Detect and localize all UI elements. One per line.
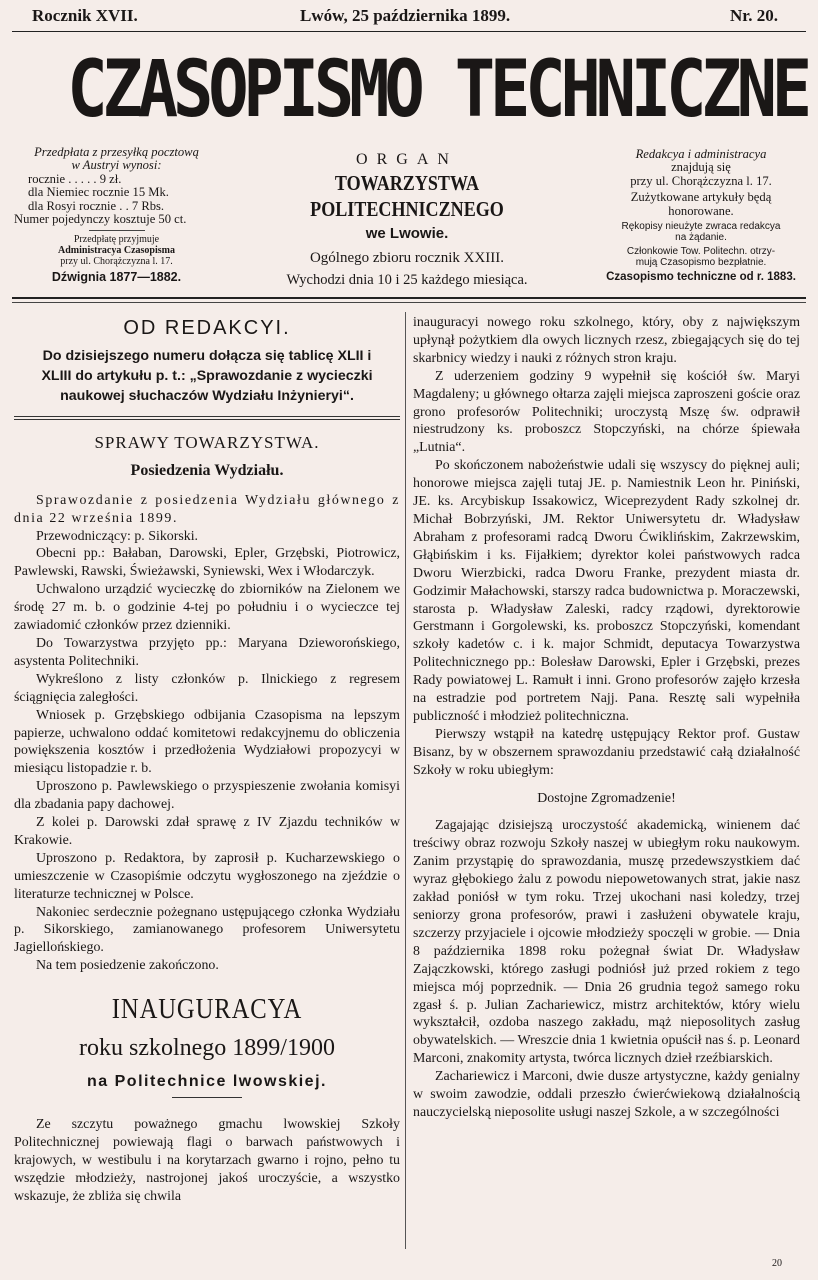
meeting-paragraph: Wniosek p. Grzębskiego odbijania Czasopisma na lepszym papierze, uchwalono oddać komitetowi redakcyjnemu do obliczenia powiększenia kosztów i przedłożenia Wydziałowi propozycyi w miesiącu listopadzie r. b.	[14, 707, 400, 777]
accepts-address: przy ul. Chorążczyzna l. 17.	[60, 256, 173, 268]
short-divider	[172, 1097, 242, 1098]
article-paragraph: inauguracyi nowego roku szkolnego, który, oby z największym upłynął pożytkiem dla owych licznych rzesz, zbiegających się do tej skarbnicy wiedzy i nauki z różnych stron kraju.	[413, 315, 800, 366]
article-paragraph: Pierwszy wstąpił na katedrę ustępujący Rektor prof. Gustaw Bisanz, by w obszernem sprawozdaniu przedstawić całą działalność Szkoły w roku ubiegłym:	[413, 726, 800, 778]
article-subtitle: roku szkolnego 1899/1900	[79, 1035, 335, 1062]
page-number: 20	[772, 1258, 782, 1269]
editorial-notice: Do dzisiejszego numeru dołącza się tablicę XLII i XLIII do artykułu p. t.: „Sprawozdanie z wycieczki naukowej słuchaczów Wydziału Inżynieryi“.	[41, 347, 373, 404]
price-row: dla Rosyi rocznie . . 7 Rbs.	[28, 198, 165, 213]
city-label: we Lwowie.	[365, 225, 449, 242]
price-row: dla Niemiec rocznie 15 Mk.	[28, 185, 169, 200]
subscription-prices	[14, 171, 219, 227]
article-paragraph: Ze szczytu poważnego gmachu lwowskiej Szkoły Politechnicznej powiewają flagi o barwach państwowych i krajowych, w westibulu i na korytarzach gwarno i rojno, pełno tu wszędzie młodzieży, nastrojonej jakoś uroczyście, a wszystko wskazuje, że zbliża się chwila	[14, 1117, 400, 1204]
accepts-administration: Administracya Czasopisma	[58, 245, 175, 257]
editorial-line: Członkowie Tow. Politechn. otrzy-	[626, 246, 776, 258]
meeting-paragraph: Nakoniec serdecznie pożegnano ustępującego członka Wydziału p. Sikorskiego, zamianowanego profesorem Uniwersytetu Jagiellońskiego.	[14, 904, 400, 956]
meeting-paragraph: Na tem posiedzenie zakończono.	[36, 958, 219, 974]
divider	[89, 230, 145, 231]
total-volume: Ogólnego zbioru rocznik XXIII.	[309, 250, 505, 266]
volume-label: Rocznik XVII.	[32, 6, 138, 25]
column-divider	[405, 312, 406, 1249]
editorial-info-block	[598, 148, 804, 284]
subscription-heading-2: w Austryi wynosi:	[71, 158, 162, 173]
organ-label: ORGAN	[356, 151, 458, 168]
masthead-title: CZASOPISMO TECHNICZNE	[67, 45, 808, 135]
speech-salutation: Dostojne Zgromadzenie!	[537, 790, 676, 806]
article-paragraph: Po skończonem nabożeństwie udali się wszyscy do pięknej auli; honorowe miejsca zajęli tutaj JE. p. Namiestnik Leon hr. Piniński, JE. ks. Arcybiskup Issakowicz, Wiceprezydent Rady szkolnej dr. Michał Bobrzyński, JM. Rektor Uniwersytetu dr. Władysław Abraham z profesorami radcą Dworu Ćwiklińskim, Zakrzewskim, Głąbińskim i ks. Fijałkiem; dyrektor kolei państwowych radca Dworu Wierzbicki, radca Dworu Franke, prezydent miasta dr. Godzimir Małachowski, starszy radca budownictwa p. Moraczewski, starosta p. Władysław Zaleski, radcy rządowi, dyrektorowie Gerstmann i Gorgolewski, ks. proboszcz Stopczyński, komendant szkoły kadetów c. i k. major Schmidt, deputacya Towarzystwa Politechnicznego pp.: Bolesław Darowski, Epler i Grzębski, prezes Rady powiatowej L. Ramułt i inni. Grono profesorów zajęło krzesła na estradzie pod portretem Najj. Pana. Resztę sali wypełniła publiczność i młodzież politechniczna.	[413, 458, 800, 724]
meeting-paragraph: Uproszono p. Pawlewskiego o przyspieszenie zwołania komisyi dla zbadania papy dachowej.	[14, 779, 400, 813]
editorial-line: na żądanie.	[675, 232, 727, 244]
right-column	[413, 314, 800, 1122]
editorial-line: honorowane.	[668, 203, 734, 218]
meeting-paragraph: Z kolei p. Darowski zdał sprawę z IV Zjazdu techników w Krakowie.	[14, 815, 400, 848]
meeting-paragraph: Przewodniczący: p. Sikorski.	[36, 528, 199, 544]
price-row: rocznie . . . . . 9 zł.	[28, 171, 122, 186]
speech-paragraph: Zachariewicz i Marconi, dwie dusze artystyczne, każdy genialny w swoim zawodzie, oddali przeszło ćwierćwiekową działalnością nauczycielską nieposolite usługi naszej Szkole, a w szczególności	[413, 1069, 800, 1120]
header-rule	[12, 297, 806, 299]
meeting-paragraph: Obecni pp.: Bałaban, Darowski, Epler, Grzębski, Piotrowicz, Pawlewski, Rawski, Świeżawski, Syniewski, Wex i Włodarczyk.	[14, 546, 400, 580]
top-rule	[12, 31, 806, 32]
publication-schedule: Wychodzi dnia 10 i 25 każdego miesiąca.	[286, 272, 528, 288]
speech-paragraph: Zagajając dzisiejszą uroczystość akademicką, winienem dać treściwy obraz rozwoju Szkoły naszej w ubiegłym roku naukowym. Zanim przystąpię do sprawozdania, muszę przedewszystkiem dać wyraz głębokiego żalu z powodu niepowetowanych strat, jakie nasz zakład poniósł w tym roku. Trzej ukochani nasi koledzy, trzej seniorzy grona profesorów, prawi i zasłużeni obywatele kraju, szczerzy przyjaciele i ojcowie młodzieży spoczęli w grobie. — Dnia 8 października 1898 roku pożegnał świat Dr. Władysław Zajączkowski, którego zasługi podniósł już przed rokiem z tego miejsca mój poprzednik. — Dnia 26 grudnia tegoż samego roku zgasł ś. p. Julian Zachariewicz, mistrz architektów, który wielu wykształcił, ozdoba naszego zakładu, mąż nieposolitych zasług obywatelskich. — Wreszcie dnia 1 kwietnia opuścił nas ś. p. Leonard Marconi, znakomity artysta, twórca licznych dzieł rzeźbiarskich.	[413, 818, 800, 1067]
article-paragraph: Z uderzeniem godziny 9 wypełnił się kościół św. Maryi Magdaleny; u głównego ołtarza zajęli miejsca zaproszeni goście oraz grono profesorów Politechniki; uroczystą Mszę św. odprawił niestrudzony ks. proboszcz Stopczyński, na chórze śpiewała „Lutnia“.	[413, 368, 800, 456]
meeting-paragraph: Uchwalono urządzić wycieczkę do zbiorników na Zielonem we środę 27 m. b. o godzinie 4-tej po południu i o wycieczce tej zawiadomić członków przez dzienniki.	[14, 582, 400, 634]
subscription-block	[14, 146, 219, 285]
article-title-inauguration: INAUGURACYA	[111, 994, 303, 1026]
header-rule-thin	[12, 302, 806, 303]
section-divider	[14, 416, 400, 420]
subheading-meetings: Posiedzenia Wydziału.	[130, 461, 284, 479]
price-row: Numer pojedynczy kosztuje 50 ct.	[14, 212, 187, 227]
meeting-paragraph: Wykreślono z listy członków p. Ilnickiego z regresem ściągnięcia zaległości.	[14, 671, 400, 705]
meeting-paragraph: Sprawozdanie z posiedzenia Wydziału głównego z dnia 22 września 1899.	[14, 492, 400, 526]
editorial-line: znajdują się	[671, 160, 731, 175]
top-info-line	[32, 6, 794, 28]
editorial-address: przy ul. Chorążczyzna l. 17.	[630, 173, 772, 188]
editorial-line: Redakcya i administracya	[635, 147, 767, 161]
left-column	[14, 314, 400, 1206]
place-date: Lwów, 25 października 1899.	[300, 6, 511, 25]
meeting-paragraph: Uproszono p. Redaktora, by zaprosił p. Kucharzewskiego o umieszczenie w Czasopiśmie odczytu wygłoszonego na zjeździe o literaturze technicznej w Polsce.	[14, 850, 400, 902]
accepts-line: Przedpłatę przyjmuje	[73, 234, 160, 246]
editorial-line: Rękopisy nieużyte zwraca redakcya	[621, 221, 781, 233]
section-heading-society: SPRAWY TOWARZYSTWA.	[94, 432, 320, 452]
lever-years: Dźwignia 1877—1882.	[51, 270, 182, 285]
subscription-heading: Przedpłata z przesyłką pocztową	[34, 145, 199, 159]
meeting-paragraph: Do Towarzystwa przyjęto pp.: Maryana Dzieworońskiego, asystenta Politechniki.	[14, 635, 400, 669]
society-name: TOWARZYSTWA POLITECHNICZNEGO	[310, 171, 504, 221]
editorial-line: Zużytkowane artykuły będą	[630, 190, 772, 205]
issue-number: Nr. 20.	[729, 6, 778, 25]
editorial-line: mują Czasopismo bezpłatnie.	[635, 257, 767, 269]
organ-block	[222, 150, 592, 290]
article-subtitle-2: na Politechnice lwowskiej.	[87, 1073, 327, 1091]
section-heading-editorial: OD REDAKCYI.	[123, 317, 291, 339]
editorial-since: Czasopismo techniczne od r. 1883.	[606, 271, 796, 284]
